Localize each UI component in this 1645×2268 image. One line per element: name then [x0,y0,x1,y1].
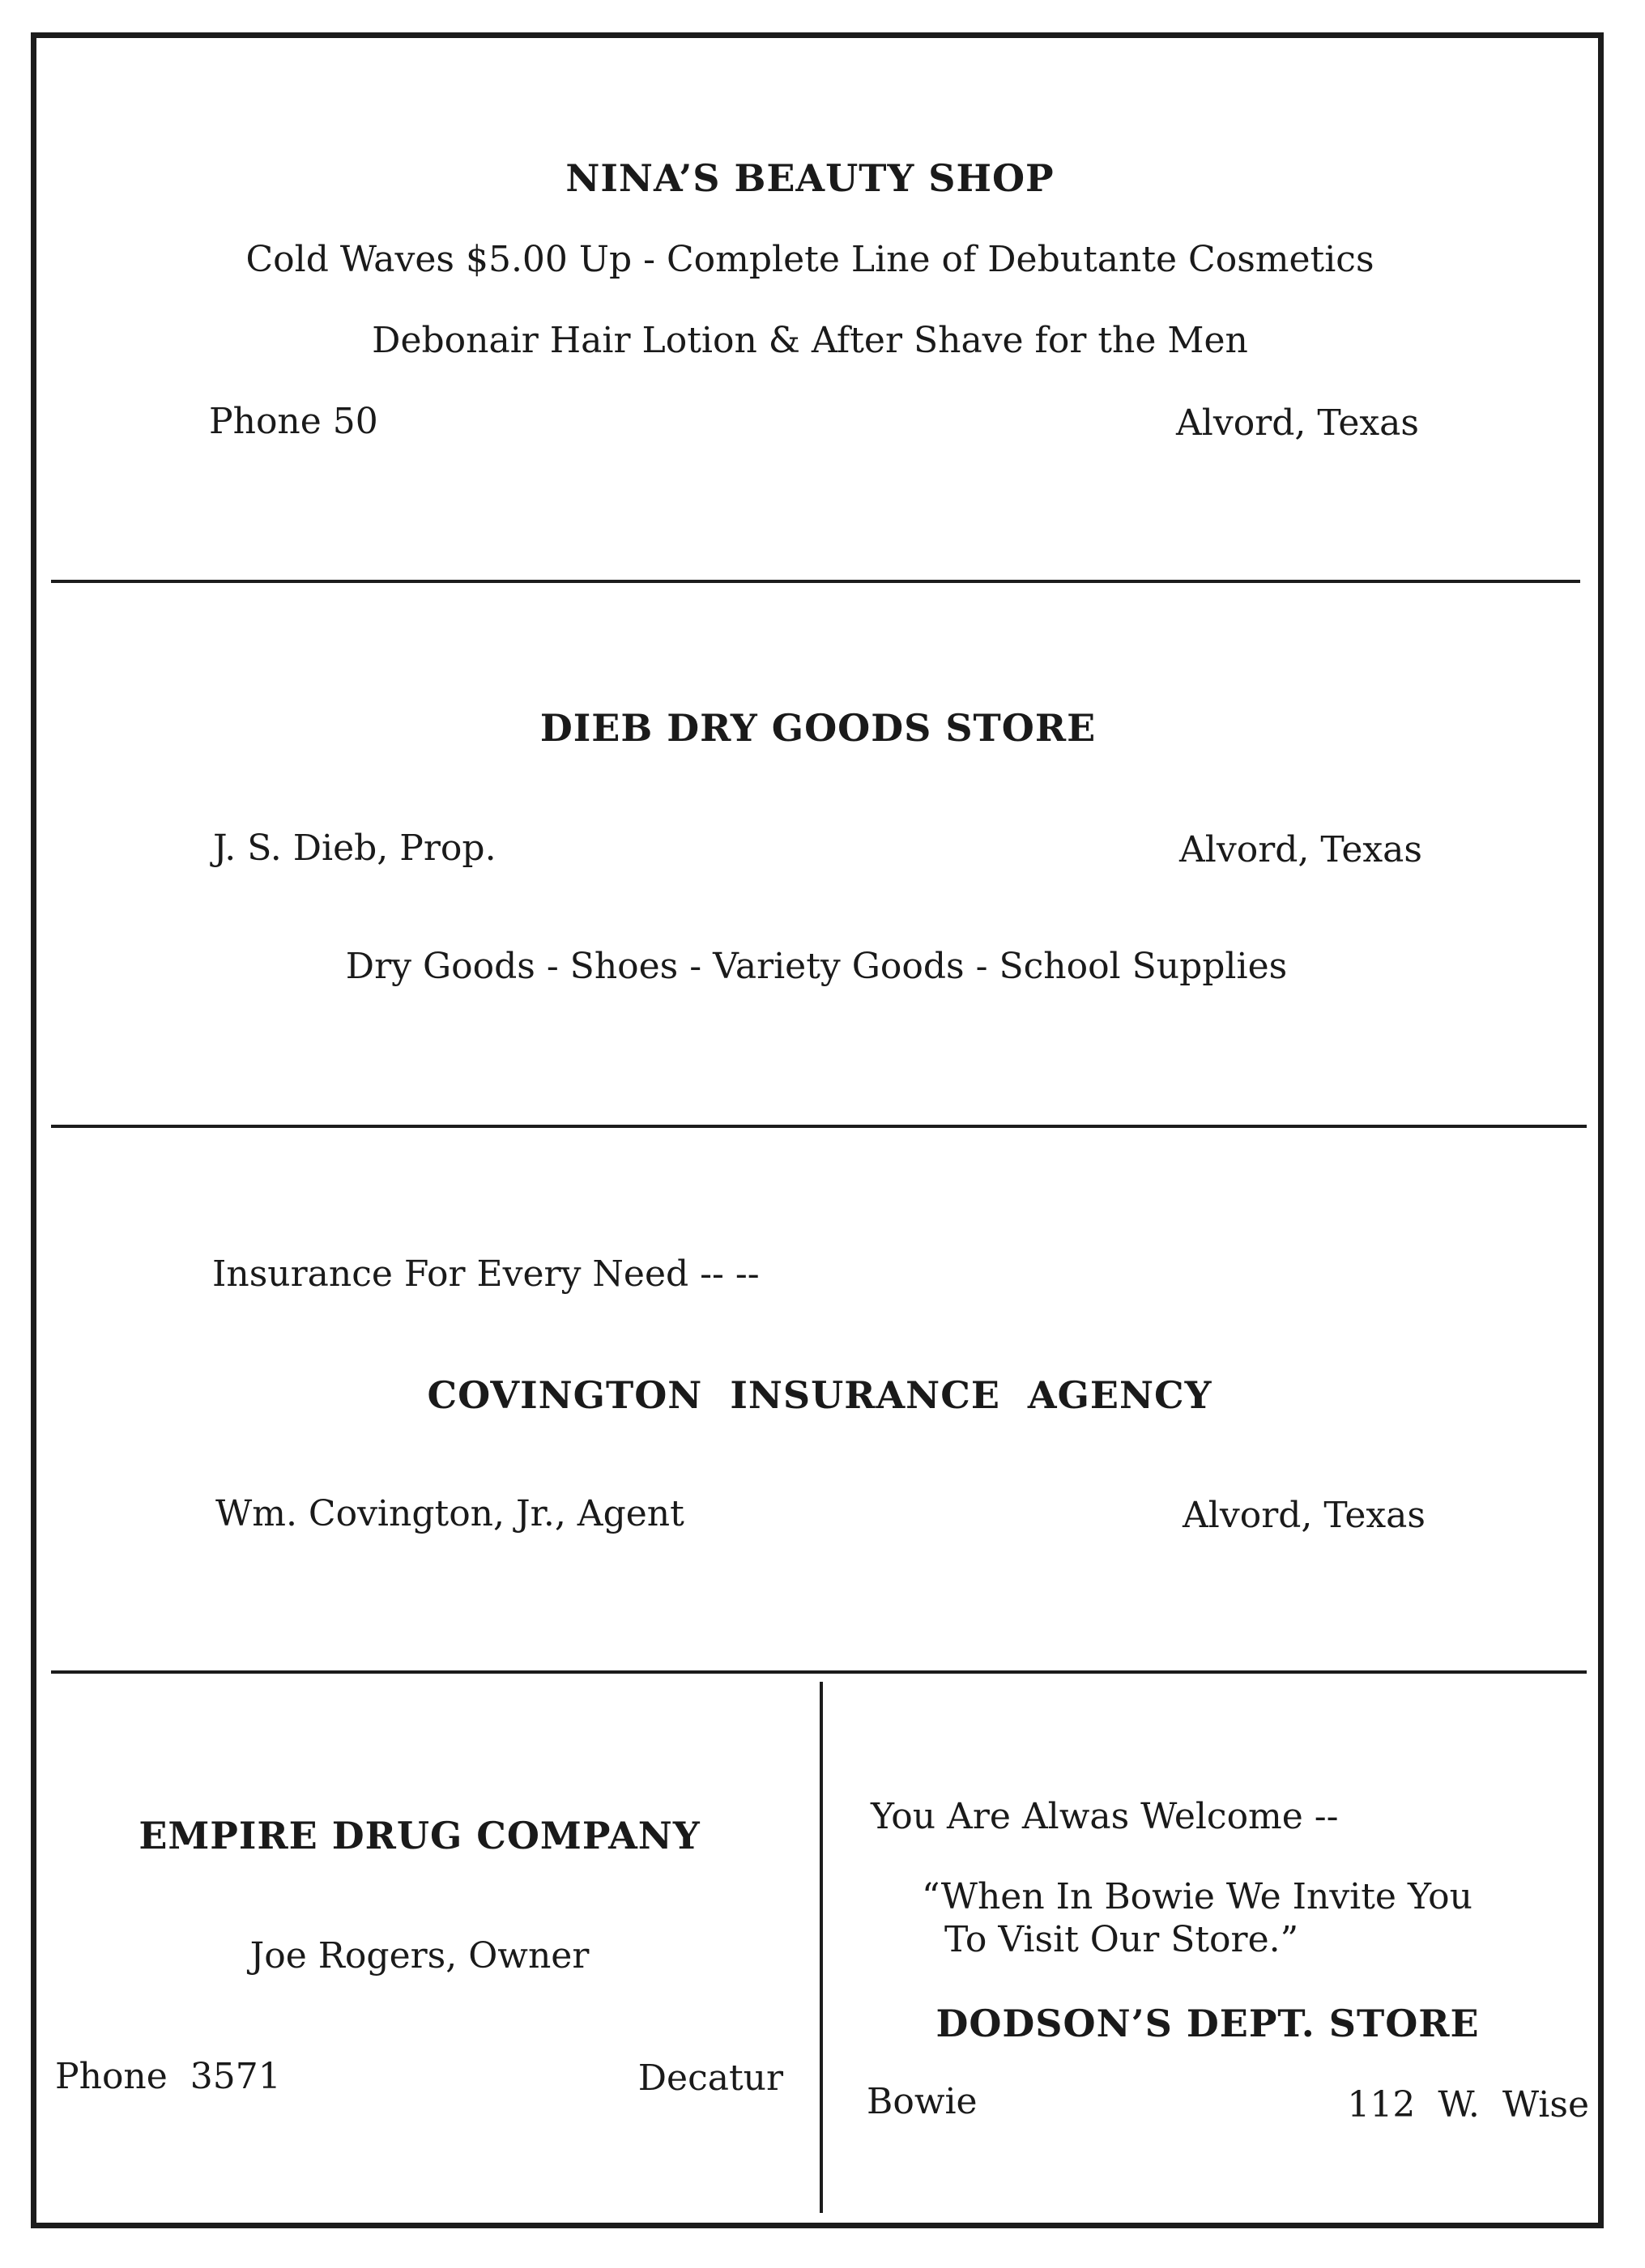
ninas-line-2: Debonair Hair Lotion & After Shave for the Men [372,320,1248,361]
empire-name: EMPIRE DRUG COMPANY [139,1814,701,1857]
dieb-name: DIEB DRY GOODS STORE [539,706,1097,750]
ninas-line-1: Cold Waves $5.00 Up - Complete Line of Debutante Cosmetics [245,239,1374,280]
empire-phone: Phone 3571 [55,2056,281,2097]
covington-location: Alvord, Texas [1183,1495,1426,1536]
column-divider [820,1682,823,2213]
divider-3 [51,1670,1587,1674]
dodsons-name: DODSON’S DEPT. STORE [935,2002,1480,2045]
dieb-goods: Dry Goods - Shoes - Variety Goods - School Supplies [345,946,1288,987]
dodsons-quote-line-2: To Visit Our Store.” [944,1919,1299,1960]
dieb-proprietor: J. S. Dieb, Prop. [213,828,496,869]
divider-2 [51,1125,1587,1128]
ninas-name: NINA’S BEAUTY SHOP [565,156,1055,200]
dodsons-quote-line-1: “When In Bowie We Invite You [922,1876,1473,1917]
empire-location: Decatur [637,2057,783,2099]
ninas-location: Alvord, Texas [1176,402,1419,444]
dodsons-city: Bowie [867,2081,978,2122]
covington-agent: Wm. Covington, Jr., Agent [215,1493,684,1534]
ninas-phone: Phone 50 [209,401,378,442]
dieb-location: Alvord, Texas [1179,829,1422,870]
covington-name: COVINGTON INSURANCE AGENCY [427,1373,1212,1417]
dodsons-address: 112 W. Wise [1347,2084,1589,2125]
covington-tagline: Insurance For Every Need -- -- [212,1253,760,1295]
empire-owner: Joe Rogers, Owner [249,1935,590,1977]
dodsons-welcome: You Are Alwas Welcome -- [871,1796,1339,1837]
divider-1 [51,580,1580,583]
